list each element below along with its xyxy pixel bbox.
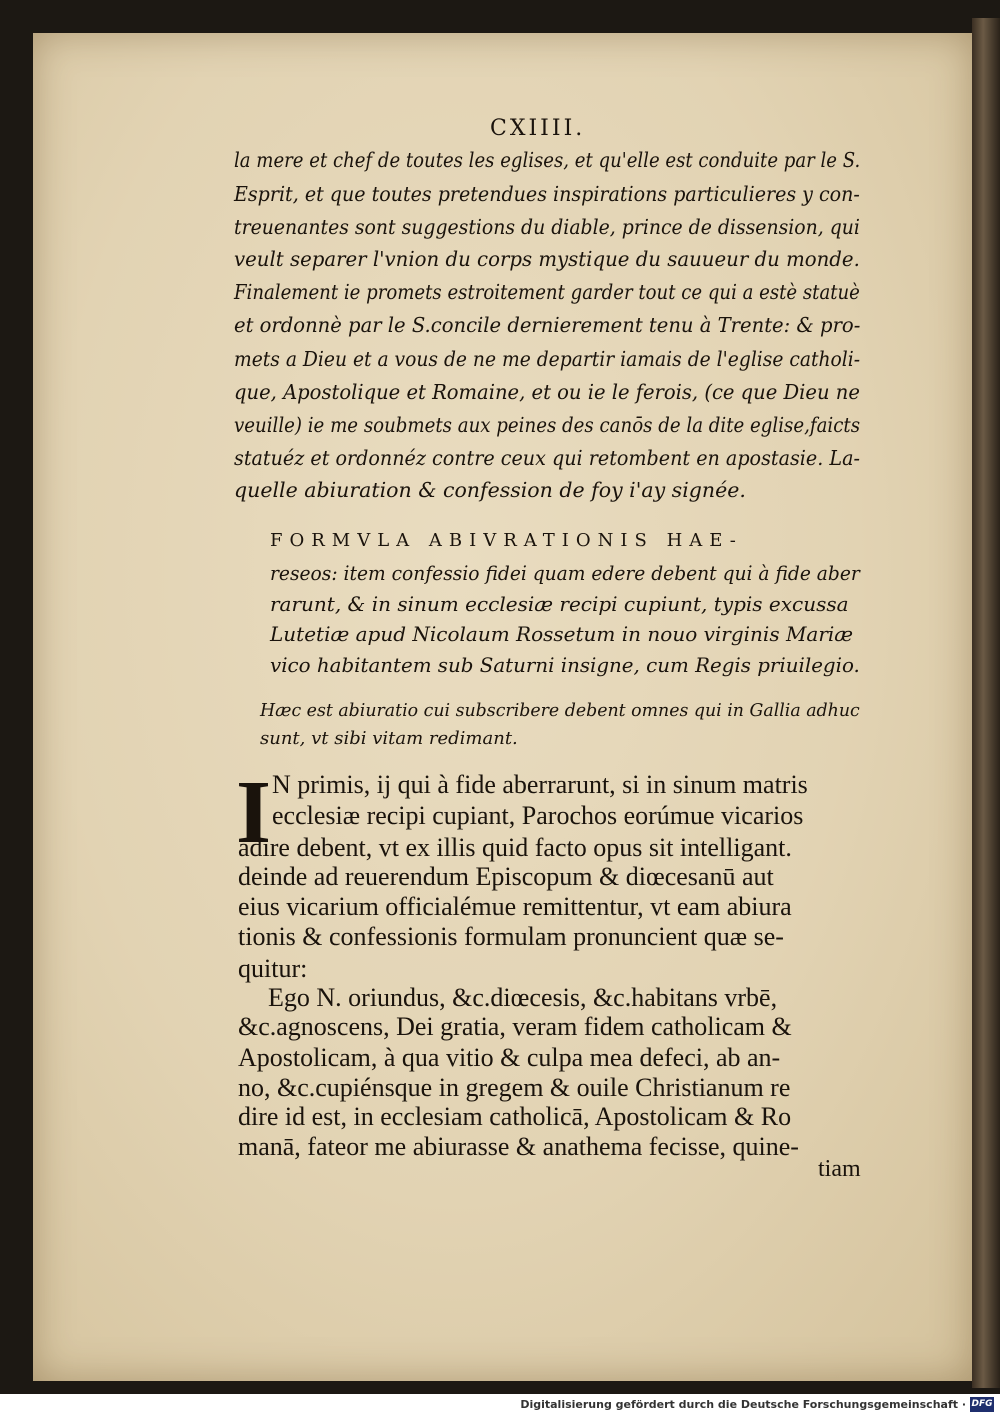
text-line: Hæc est abiuratio cui subscribere debent omnes qui in Gallia adhuc [260,700,860,721]
text-line: no, &c.cupiénsque in gregem & ouile Christianum re [238,1073,791,1102]
text-line: mets a Dieu et a vous de ne me departir iamais de l'eglise catholi- [234,347,861,371]
text-line: treuenantes sont suggestions du diable, prince de dissension, qui [234,215,860,239]
text-line: Ego N. oriundus, &c.diœcesis, &c.habitans vrbē, [268,983,778,1012]
text-line: adire debent, vt ex illis quid facto opus sit intelligant. [238,833,792,862]
text-line: quelle abiuration & confession de foy i'ay signée. [234,478,746,502]
text-line: veult separer l'vnion du corps mystique du sauueur du monde. [234,247,860,271]
text-line: quitur: [238,954,308,983]
text-line: sunt, vt sibi vitam redimant. [260,728,518,749]
text-line: et ordonnè par le S.concile dernierement tenu à Trente: & pro- [234,313,861,337]
text-line: vico habitantem sub Saturni insigne, cum Regis priuilegio. [270,653,860,677]
text-line: manā, fateor me abiurasse & anathema fecisse, quine- [238,1132,799,1161]
text-line: Apostolicam, à qua vitio & culpa mea defeci, ab an- [238,1043,781,1072]
catchword: tiam [818,1156,861,1182]
page-header-folio: CXIIII. [490,116,586,141]
text-line: rarunt, & in sinum ecclesiæ recipi cupiunt, typis excussa [270,592,849,616]
drop-cap: I [236,763,272,862]
text-line: eius vicarium officialémue remittentur, vt eam abiura [238,892,792,921]
text-line: Lutetiæ apud Nicolaum Rossetum in nouo virginis Mariæ [270,622,854,646]
formula-heading: FORMVLA ABIVRATIONIS HAE- [270,530,743,551]
text-line: tionis & confessionis formulam pronuncient quæ se- [238,922,784,951]
text-line: Esprit, et que toutes pretendues inspirations particulieres y con- [234,182,860,206]
book-spine [972,18,1000,1388]
text-line: la mere et chef de toutes les eglises, et qu'elle est conduite par le S. [234,148,861,172]
text-line: deinde ad reuerendum Episcopum & diœcesanū aut [238,862,774,891]
footer-credit: Digitalisierung gefördert durch die Deutsche Forschungsgemeinschaft · [520,1398,966,1411]
text-line: dire id est, in ecclesiam catholicā, Apostolicam & Ro [238,1102,792,1131]
text-line: que, Apostolique et Romaine, et ou ie le ferois, (ce que Dieu ne [234,380,860,404]
text-line: Finalement ie promets estroitement garder tout ce qui a estè statuè [234,280,860,304]
digitization-footer [0,1394,1000,1416]
text-line: &c.agnoscens, Dei gratia, veram fidem catholicam & [238,1012,792,1041]
text-line: veuille) ie me soubmets aux peines des canōs de la dite eglise,faicts [234,413,861,437]
text-line: N primis, ij qui à fide aberrarunt, si in sinum matris [272,770,808,799]
text-line: statuéz et ordonnéz contre ceux qui retombent en apostasie. La- [234,446,860,470]
text-line: reseos: item confessio fidei quam edere debent qui à fide aber [270,561,860,585]
text-line: ecclesiæ recipi cupiant, Parochos eorúmue vicarios [272,801,804,830]
dfg-logo: DFG [970,1397,994,1412]
